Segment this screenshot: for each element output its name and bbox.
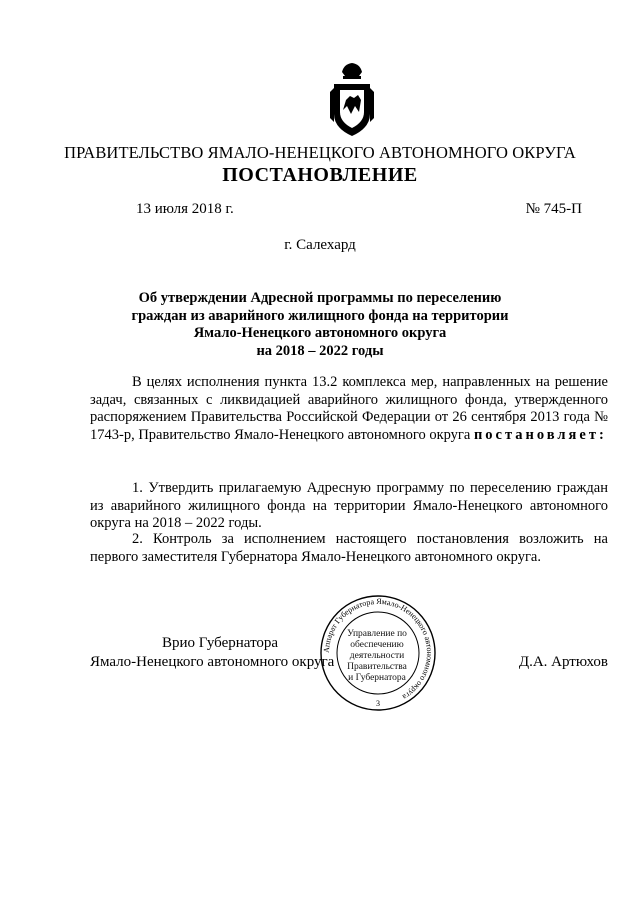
preamble-text: В целях исполнения пункта 13.2 комплекса мер, направленных на решение задач, связанных с ликвидацией аварийного жилищного фонда, утвержденного распоряжением Правительства Российской Федерации от 26 сентября 2013 года № 1743-р, Правительство Ямало-Ненецкого автономного округа (90, 374, 608, 443)
title-line-1: Об утверждении Адресной программы по переселению (138, 290, 502, 306)
title-line-2: граждан из аварийного жилищного фонда на территории (131, 307, 509, 324)
organization-name: ПРАВИТЕЛЬСТВО ЯМАЛО-НЕНЕЦКОГО АВТОНОМНОГО ОКРУГА (64, 143, 576, 162)
item-1-paragraph: 1. Утвердить прилагаемую Адресную программу по переселению граждан из аварийного жилищного фонда на территории Ямало-Ненецкого автономного округа на 2018 – 2022 годы. (90, 480, 608, 531)
stamp-line-3: деятельности (349, 651, 405, 661)
decree-word: постановляет: (473, 426, 607, 443)
item-2-paragraph: 2. Контроль за исполнением настоящего постановления возложить на первого заместителя Губернатора Ямало-Ненецкого автономного округа. (90, 531, 608, 565)
stamp-line-5: и Губернатора (348, 673, 406, 683)
document-date: 13 июля 2018 г. (136, 201, 234, 217)
coat-of-arms-icon (328, 62, 376, 140)
stamp-ring-text: Аппарат Губернатора Ямало-Ненецкого автономного округа (321, 596, 435, 702)
document-title (0, 290, 640, 360)
title-line-4: на 2018 – 2022 годы (256, 342, 384, 359)
preamble-paragraph (90, 374, 608, 444)
stamp-inner-text (341, 629, 413, 684)
document-city: г. Салехард (284, 237, 356, 253)
stamp-line-2: обеспечению (350, 640, 404, 650)
signatory-name: Д.А. Артюхов (518, 654, 608, 670)
title-line-3: Ямало-Ненецкого автономного округа (193, 325, 447, 341)
stamp-line-1: Управление по (347, 629, 407, 639)
signatory-position-line-1: Врио Губернатора (162, 635, 279, 651)
document-number: № 745-П (525, 201, 582, 217)
stamp-line-4: Правительства (347, 662, 407, 672)
document-type: ПОСТАНОВЛЕНИЕ (222, 164, 418, 186)
stamp-number: 3 (376, 699, 380, 708)
signatory-position-line-2: Ямало-Ненецкого автономного округа (90, 654, 335, 670)
